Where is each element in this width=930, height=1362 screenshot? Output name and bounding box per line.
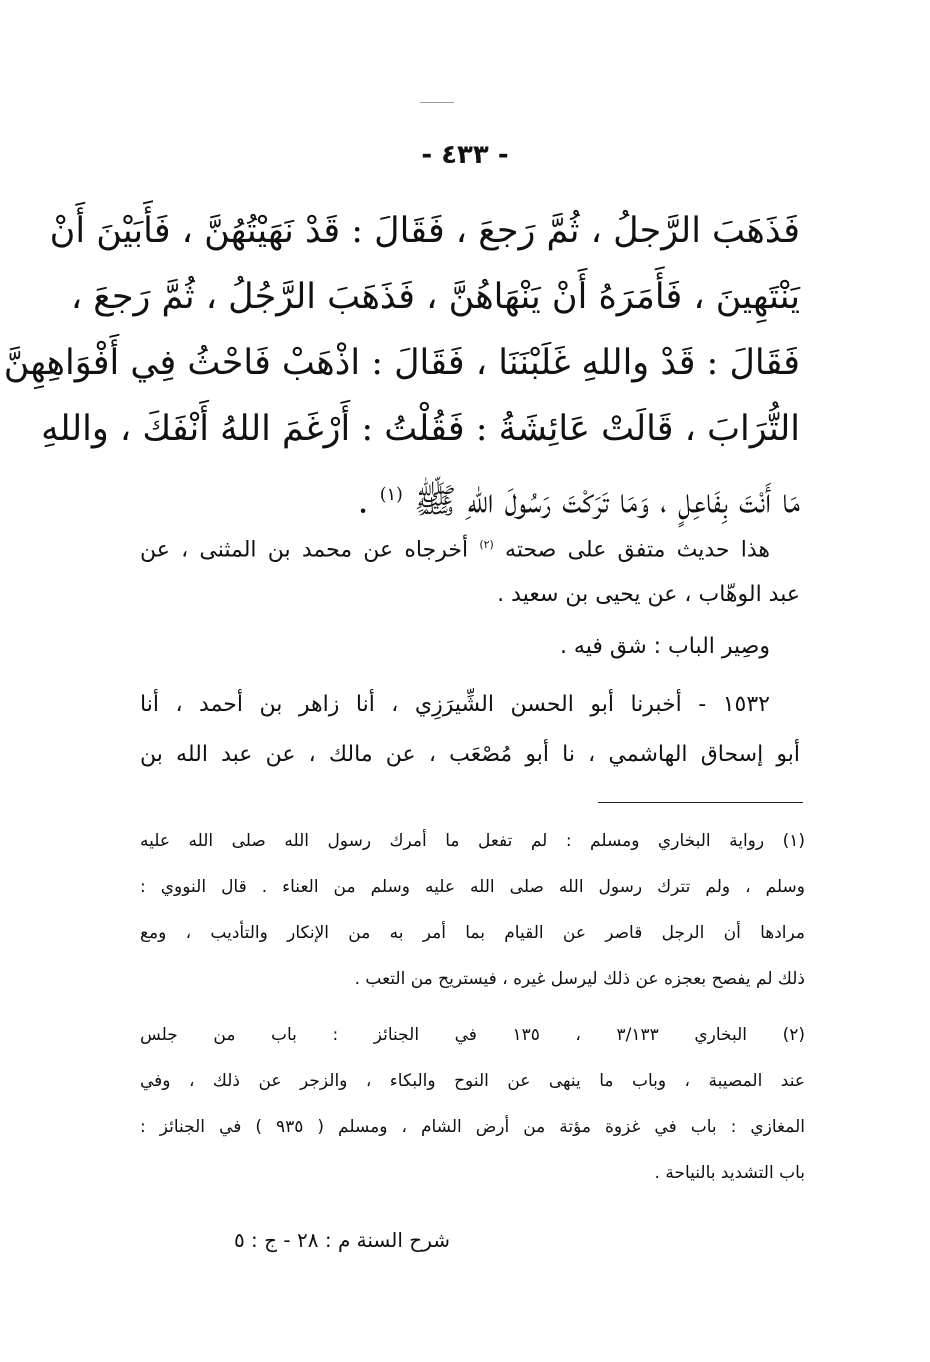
commentary-para2 xyxy=(140,622,800,672)
commentary-line xyxy=(140,520,800,570)
hadith-text xyxy=(3,198,800,528)
hadith-line-last xyxy=(140,462,800,528)
footnote-line: باب التشديد بالنياحة . xyxy=(654,1163,805,1183)
footnote-line: وسلم ، ولم تترك رسول الله صلى الله عليه وسلم من العناء . قال النووي : xyxy=(140,877,805,897)
signature-mark: شرح السنة م : ٢٨ - ج : ٥ xyxy=(233,1228,450,1252)
hadith-line: فَقَالَ : قَدْ واللهِ غَلَبْنَنَا ، فَقَالَ : اذْهَبْ فَاحْثُ فِي أَفْوَاهِهِنَّ xyxy=(3,343,800,383)
footnote-1 xyxy=(140,818,805,1002)
commentary-para1 xyxy=(140,520,800,620)
footnote-ref-1: (١) xyxy=(379,485,403,505)
hadith-line: يَنْتَهِينَ ، فَأَمَرَهُ أَنْ يَنْهَاهُنَّ ، فَذَهَبَ الرَّجُلُ ، ثُمَّ رَجعَ ، xyxy=(70,277,800,317)
top-mark xyxy=(420,102,454,103)
footnote-line: عند المصيبة ، وباب ما ينهى عن النوح والبكاء ، والزجر عن ذلك ، وفي xyxy=(140,1071,805,1091)
hadith-line-end: . xyxy=(357,481,380,522)
footnote-line: مرادها أن الرجل قاصر عن القيام بما أمر به من الإنكار والتأديب ، ومع xyxy=(140,923,805,943)
commentary-line: عبد الوهّاب ، عن يحيى بن سعيد . xyxy=(497,582,800,607)
commentary-para3 xyxy=(140,680,800,780)
hadith-line: التُّرَابَ ، قَالَتْ عَائِشَةُ : فَقُلْتُ : أَرْغَمَ اللهُ أَنْفَكَ ، واللهِ xyxy=(41,409,800,449)
footnote-line: (٢) البخاري ٣/١٣٣ ، ١٣٥ في الجنائز : باب من جلس xyxy=(140,1025,806,1045)
footnote-separator xyxy=(598,802,803,803)
commentary-text: أخرجاه عن محمد بن المثنى ، عن xyxy=(140,537,469,563)
footnote-line: ذلك لم يفصح بعجزه عن ذلك ليرسل غيره ، فيستريح من التعب . xyxy=(354,969,805,989)
footnote-line: (١) رواية البخاري ومسلم : لم تفعل ما أمرك رسول الله صلى الله عليه xyxy=(140,831,805,851)
footnote-line: المغازي : باب في غزوة مؤتة من أرض الشام ، ومسلم ( ٩٣٥ ) في الجنائز : xyxy=(140,1117,805,1137)
hadith-line: فَذَهَبَ الرَّجلُ ، ثُمَّ رَجعَ ، فَقَالَ : قَدْ نَهَيْتُهُنَّ ، فَأَبَيْنَ أَنْ xyxy=(49,211,800,251)
commentary-line: أبو إسحاق الهاشمي ، نا أبو مُصْعَب ، عن مالك ، عن عبد الله بن xyxy=(140,742,800,767)
commentary-line: ١٥٣٢ - أخبرنا أبو الحسن الشِّيرَزِي ، أنا زاهر بن أحمد ، أنا xyxy=(140,692,770,717)
page-number: - ٤٣٣ - xyxy=(421,140,509,170)
hadith-line-text: مَا أَنْتَ بِفَاعِلٍ ، وَمَا تَرَكْتَ رَسُولَ اللهِ ﷺ xyxy=(414,481,800,522)
commentary-text: هذا حديث متفق على صحته xyxy=(505,537,770,563)
footnote-2 xyxy=(140,1012,805,1196)
commentary-line: وصِير الباب : شق فيه . xyxy=(559,634,770,659)
footnote-ref-2: (٢) xyxy=(479,538,494,551)
